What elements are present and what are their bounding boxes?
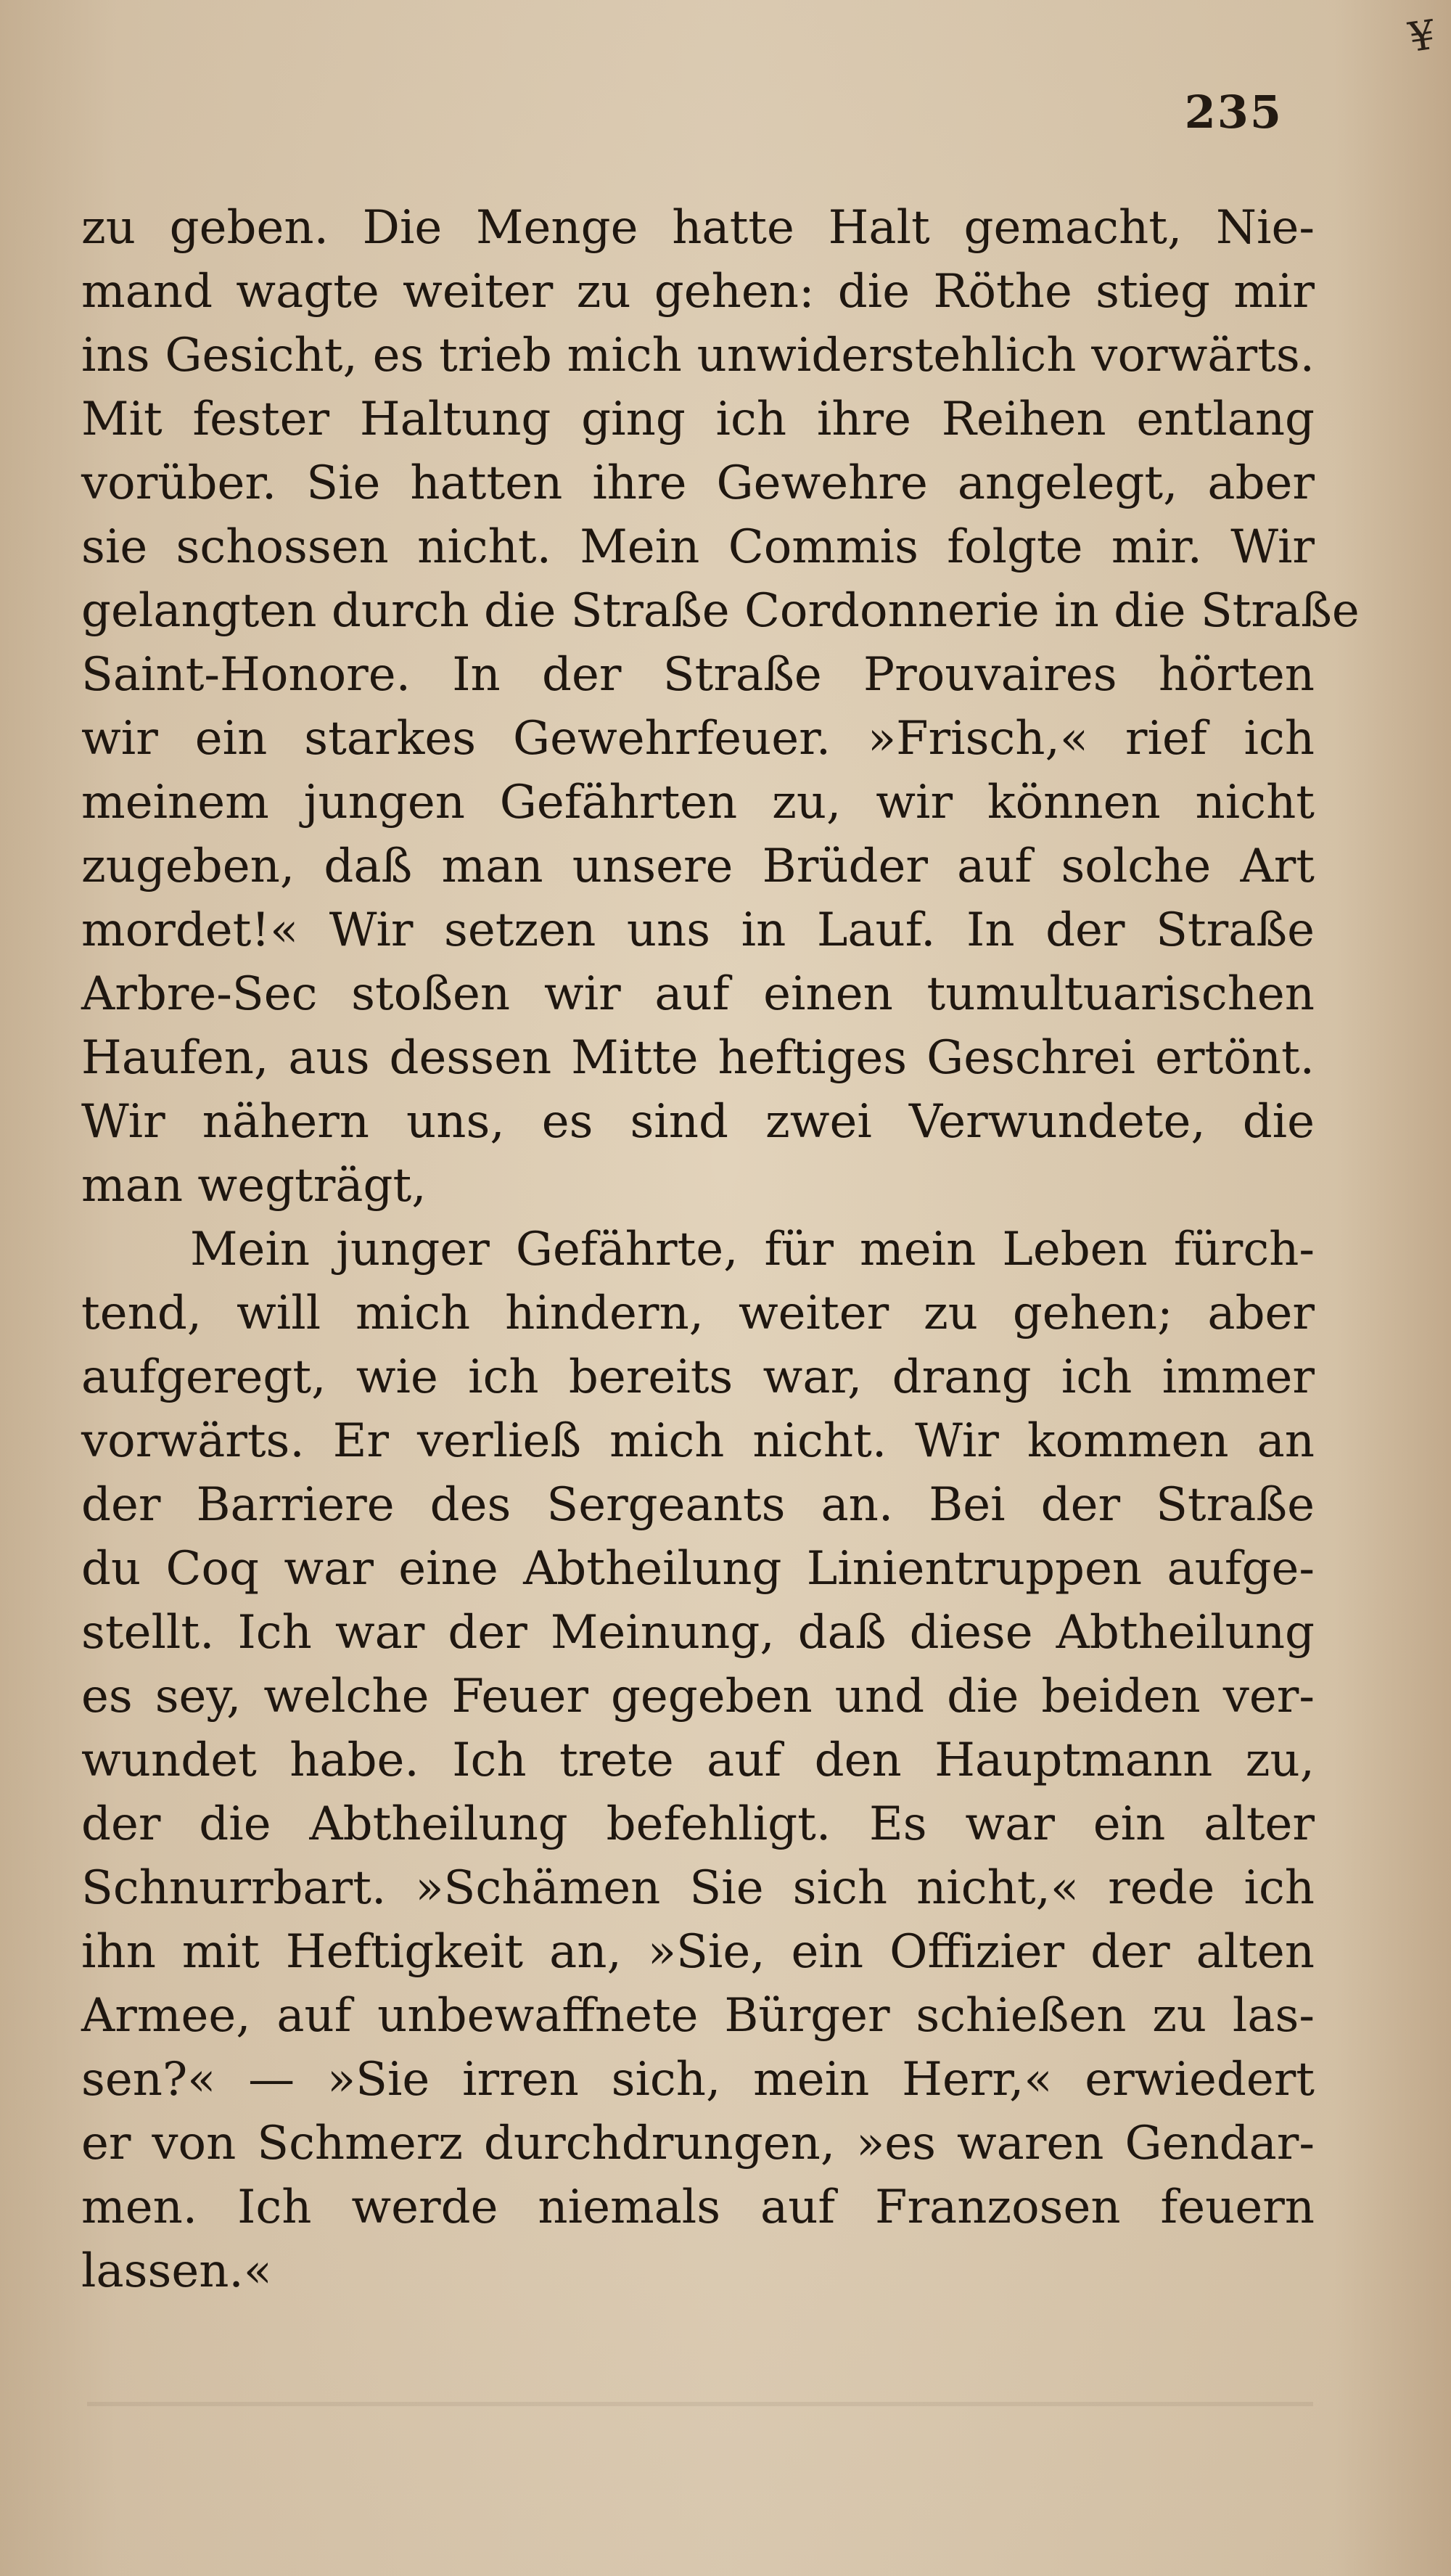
text-line: wundet habe. Ich trete auf den Hauptmann zu, [81, 1734, 1315, 1787]
text-line: sie schossen nicht. Mein Commis folgte mir. Wir [81, 520, 1315, 574]
text-line: er von Schmerz durchdrungen, »es waren Gendar- [81, 2117, 1315, 2170]
text-line: ins Gesicht, es trieb mich unwiderstehlich vorwärts. [81, 329, 1315, 382]
text-line: zugeben, daß man unsere Brüder auf solche Art [81, 840, 1315, 893]
text-line: Wir nähern uns, es sind zwei Verwundete, die [81, 1095, 1315, 1149]
paragraph-end-line: lassen.« [81, 2244, 272, 2298]
body-text [81, 196, 1360, 2303]
text-line: tend, will mich hindern, weiter zu gehen; aber [81, 1287, 1315, 1340]
text-line: sen?« — »Sie irren sich, mein Herr,« erwiedert [81, 2053, 1315, 2107]
text-line: vorüber. Sie hatten ihre Gewehre angelegt, aber [81, 456, 1315, 510]
text-line: Saint-Honore. In der Straße Prouvaires hörten [81, 648, 1315, 702]
text-line: Mit fester Haltung ging ich ihre Reihen entlang [81, 393, 1315, 446]
text-line: stellt. Ich war der Meinung, daß diese Abtheilung [81, 1606, 1315, 1660]
text-line: vorwärts. Er verließ mich nicht. Wir kommen an [81, 1414, 1315, 1468]
corner-mark: ¥ [1406, 11, 1439, 62]
page-number: 235 [1184, 86, 1283, 139]
text-line: der Barriere des Sergeants an. Bei der Straße [81, 1478, 1315, 1532]
text-line: wir ein starkes Gewehrfeuer. »Frisch,« rief ich [81, 712, 1315, 766]
text-line: Armee, auf unbewaffnete Bürger schießen zu las- [81, 1989, 1315, 2043]
text-line: Haufen, aus dessen Mitte heftiges Geschrei ertönt. [81, 1031, 1315, 1085]
text-line: Arbre-Sec stoßen wir auf einen tumultuarischen [81, 967, 1315, 1021]
paragraph-start-line: Mein junger Gefährte, für mein Leben fürch- [190, 1223, 1315, 1276]
text-line: Schnurrbart. »Schämen Sie sich nicht,« rede ich [81, 1861, 1315, 1915]
text-line: gelangten durch die Straße Cordonnerie in die Straße [81, 584, 1360, 638]
text-line: aufgeregt, wie ich bereits war, drang ich immer [81, 1350, 1315, 1404]
text-line: meinem jungen Gefährten zu, wir können nicht [81, 776, 1315, 829]
text-line: ihn mit Heftigkeit an, »Sie, ein Offizier der alten [81, 1925, 1315, 1979]
text-line: es sey, welche Feuer gegeben und die beiden ver- [81, 1670, 1315, 1723]
text-line: zu geben. Die Menge hatte Halt gemacht, Nie- [81, 201, 1315, 255]
text-line: der die Abtheilung befehligt. Es war ein alter [81, 1797, 1315, 1851]
text-line: mordet!« Wir setzen uns in Lauf. In der Straße [81, 903, 1315, 957]
paragraph-end-line: man wegträgt, [81, 1159, 427, 1213]
text-line: mand wagte weiter zu gehen: die Röthe stieg mir [81, 265, 1315, 319]
show-through-bleed [87, 2373, 1313, 2460]
text-line: du Coq war eine Abtheilung Linientruppen aufge- [81, 1542, 1315, 1596]
text-line: men. Ich werde niemals auf Franzosen feuern [81, 2181, 1315, 2234]
